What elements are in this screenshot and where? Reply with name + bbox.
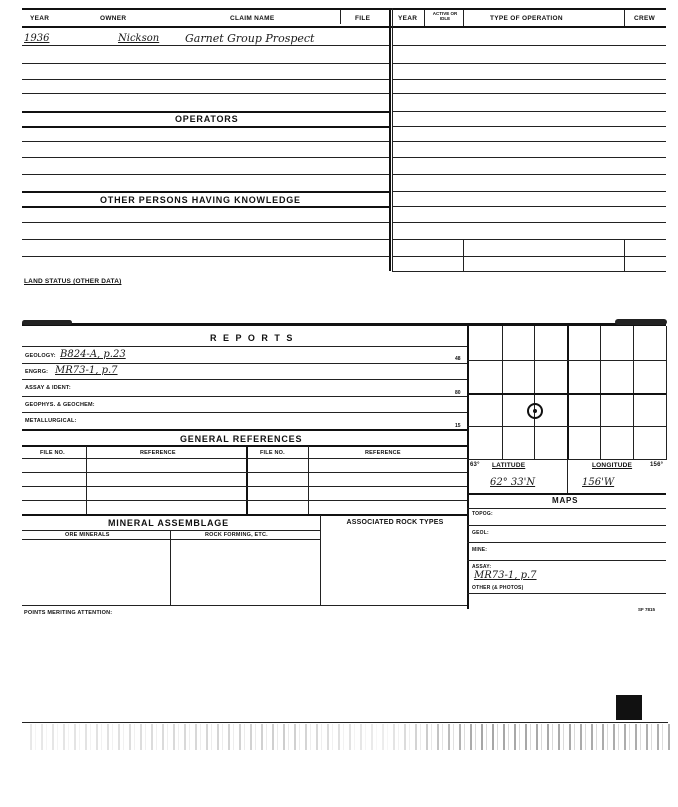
- header-claim-name: CLAIM NAME: [230, 15, 275, 22]
- points-meriting-attention: POINTS MERITING ATTENTION:: [24, 610, 113, 616]
- header-active-idle: ACTIVE OR IDLE: [432, 11, 458, 21]
- gr-file-no-header: FILE NO.: [40, 450, 65, 456]
- gr-reference2-header: REFERENCE: [365, 450, 401, 456]
- land-status-title: LAND STATUS (OTHER DATA): [24, 278, 122, 285]
- header-type-of-operation: TYPE OF OPERATION: [490, 15, 563, 22]
- bottom-rule: [22, 722, 668, 723]
- lat-corner: 63°: [470, 462, 480, 468]
- engrg-label: ENGRG:: [25, 369, 49, 375]
- latitude-value: 62° 33'N: [490, 477, 536, 488]
- location-marker-icon: [525, 401, 545, 421]
- header-year-right: YEAR: [398, 15, 418, 22]
- geology-label: GEOLOGY:: [25, 353, 56, 359]
- row1-year: 1936: [24, 33, 50, 44]
- geophys-label: GEOPHYS. & GEOCHEM:: [25, 402, 95, 408]
- mineral-assemblage-title: MINERAL ASSEMBLAGE: [108, 518, 229, 528]
- header-owner: OWNER: [100, 15, 127, 22]
- latitude-label: LATITUDE: [492, 462, 526, 469]
- scan-noise-band: [30, 724, 670, 750]
- rock-forming-label: ROCK FORMING, ETC.: [205, 532, 268, 538]
- associated-rock-types-label: ASSOCIATED ROCK TYPES: [346, 519, 444, 526]
- gr-file-no2-header: FILE NO.: [260, 450, 285, 456]
- form-number: SF 7815: [638, 607, 656, 612]
- maps-other: OTHER (& PHOTOS): [472, 585, 524, 591]
- assay-code: 80: [455, 390, 461, 396]
- header-crew: CREW: [634, 15, 656, 22]
- operators-title: OPERATORS: [175, 114, 239, 124]
- metallurgical-label: METALLURGICAL:: [25, 418, 77, 424]
- gr-reference-header: REFERENCE: [140, 450, 176, 456]
- long-corner: 156°: [650, 462, 664, 468]
- metallurgical-code: 15: [455, 423, 461, 429]
- geology-value: B824-A, p.23: [60, 349, 126, 360]
- longitude-label: LONGITUDE: [592, 462, 633, 469]
- engrg-value: MR73-1, p.7: [55, 365, 118, 376]
- maps-mine: MINE:: [472, 547, 488, 553]
- row1-claim-name: Garnet Group Prospect: [185, 32, 315, 45]
- maps-assay: ASSAY:: [472, 564, 492, 570]
- reports-title: R E P O R T S: [210, 333, 295, 343]
- maps-title: MAPS: [552, 496, 579, 505]
- longitude-value: 156'W: [582, 477, 615, 488]
- header-year: YEAR: [30, 15, 50, 22]
- header-file: FILE: [355, 15, 371, 22]
- registration-mark: [616, 695, 642, 720]
- geology-code: 48: [455, 356, 461, 362]
- general-references-title: GENERAL REFERENCES: [180, 434, 303, 444]
- ore-minerals-label: ORE MINERALS: [65, 532, 110, 538]
- other-persons-title: OTHER PERSONS HAVING KNOWLEDGE: [100, 195, 301, 205]
- maps-assay-value: MR73-1, p.7: [474, 570, 537, 581]
- maps-geol: GEOL:: [472, 530, 489, 536]
- maps-topog: TOPOG:: [472, 511, 493, 517]
- row1-owner: Nickson: [118, 33, 160, 44]
- assay-label: ASSAY & IDENT:: [25, 385, 71, 391]
